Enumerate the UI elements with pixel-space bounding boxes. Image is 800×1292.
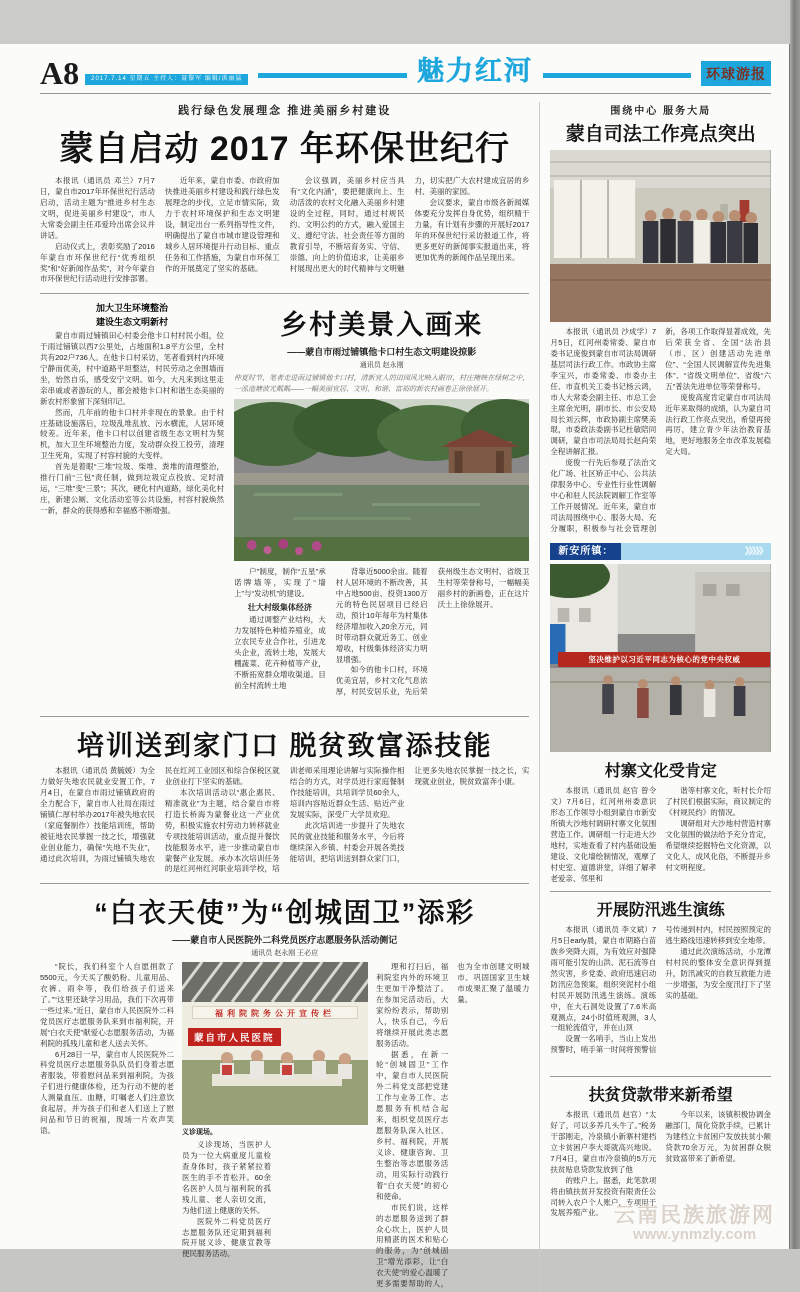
scan-background-edge — [790, 0, 800, 1249]
paragraph: 今年以来，该镇积极协调金融部门，简化贷款手续，已累计为建档立卡贫困户发放扶贫小额贷款70余万元，为贫困群众脱贫致富带来了新希望。 — [665, 1110, 771, 1163]
village-photo — [234, 399, 529, 561]
section-divider — [40, 716, 529, 717]
village-byline: 通讯员 赵永刚 — [359, 362, 404, 369]
paragraph: 的账户上。据悉，此笔款项将由镇扶贫开发投资有限责任公司转入农户个人账户，专项用于发展养殖产业。 — [550, 1175, 657, 1218]
paragraph: 通过此次演练活动，小龙潭村村民的整体安全意识得到提升，防汛减灾的自救互救能力进一步增强，为安全度汛打下了坚实的基础。 — [665, 946, 771, 1000]
paragraph: 会议要求，蒙自市级各新闻媒体要充分发挥自身优势，组织精干力量，有计划有步骤的开展好2017年的环保世纪行采访报道工作，将更多更好的新闻事实报道出来，将更加优秀的新闻作品呈现出来。 — [414, 197, 530, 262]
article-loan — [550, 1082, 771, 1222]
township-label-bar — [550, 543, 771, 560]
lead-kicker: 践行绿色发展理念 推进美丽乡村建设 — [178, 105, 392, 117]
edition-number: A8 — [40, 55, 80, 92]
article-justice — [550, 102, 771, 535]
hospital-banner-text: 蒙自市人民医院 — [188, 1028, 281, 1046]
paragraph: 本报讯（通讯员 赵官 曾令文）7月6日，红河州州委意识形态工作领导小组到蒙自市新安所镇大沙地村调研村寨文化氛围营造工作。调研组一行走进大沙地村，实地查看了村内基础设施建设、文化墙绘制情况，观摩了村史室、道德讲堂，详细了解孝老爱亲、邻里和 — [550, 786, 657, 883]
paragraph: 壮大村级集体经济 — [247, 602, 312, 612]
paragraph: 医院外二科党员医疗志愿服务队还定期到福利院开展义诊、健康宣教等便民服务活动。 — [182, 1216, 271, 1259]
paragraph: “院长，我们科室个人自愿捐款了5500元，今天买了酸奶粉、儿童用品、衣裤、雨伞等，我们给孩子们送来了。”“这里还缺学习用品，我们下次再带一些过来。”近日，蒙自市人民医院外二科党员医疗志愿服务队来到市福利院，开展“白衣天使”献爱心志愿服务活动，为福利院的孤残儿童和老人送去关怀。 — [40, 962, 174, 1048]
paragraph: 本次培训活动以“惠企惠民、精准就业”为主题，结合蒙自市将打造长桥海为蒙餐业这一产业优势，积极实施农村劳动力转移就业专项技能培训活动，重点提升餐饮技能服务水平，进一步推动蒙自市蒙餐产业发展。承办本次培训任务的是红河州红河职业培训学校，培训老师采用理论讲解与实际操作相结合的方式，对学员进行家庭餐制作技能培训，共培训学员60余人，培训内容贴近群众生活、贴近产业发展实际，深受广大学员欢迎。 — [164, 766, 405, 874]
village-sidebar-body — [40, 331, 224, 693]
paragraph: 庞俊一行先后参观了法治文化广场、社区矫正中心、公共法律服务中心、专业性行业性调解中心和驻人民法院调解工作室等工作开展情况。近年来，蒙自市司法局围绕中心、服务大局、充分履职，积极参与社会管理创新，各项工作取得显著成效，先后荣获全省、全国“法治县（市、区）创建活动先进单位”、“全国人民调解宣传先进集体”、“省级文明单位”、省级“六五”普法先进单位等荣誉称号。 — [550, 327, 771, 533]
date-editor-strip: 2017.7.14 星期五 主持人：聂黎军 编辑/洪丽猛 — [85, 74, 248, 85]
loan-headline: 扶贫贷款带来新希望 — [588, 1087, 733, 1104]
village-sidebar-head2: 建设生态文明新村 — [95, 317, 168, 327]
village-body — [234, 567, 529, 709]
angel-column-right — [376, 962, 529, 1292]
paragraph: 本报讯（通讯员 沙成学）7月5日，红河州委常委、蒙自市委书记庞俊到蒙自市司法局调研基层司法行政工作。市政协主席李宝兴，市委常委、市委办主任、市直机关工委书记杨云鸿，市人大常委会副主任、市总工会主席余光明，副市长、市公安局局长刘云辉，市政协副主席樊美琨，市委政法委副书记杜敏陪同调研，蒙自市司法局局长赵尚荣全程讲解汇报。 — [550, 327, 657, 457]
site-watermark — [614, 1205, 775, 1243]
paragraph: 本报讯（通讯员 赵官）“太好了，可以多养几头牛了。”税务干部刚走，冷泉镇小新寨村建档立卡贫困户李大哥就高兴地说。7月4日，蒙自市冷泉镇的5万元扶贫贴息贷款发放到了他 — [550, 1110, 657, 1174]
scan-background-top — [0, 0, 800, 44]
paragraph: 蒙自市雨过铺镇田心村委会他卡口村村民小组，位于雨过铺镇以西7公里处，占地面积1.8平方公里，全村共有202户736人。在他卡口村采访，笔者看到村内环境宁静而优美，村中道路平坦整洁，村民劳动之余围墙而坐，怡然自乐，感受安宁文明。如今，大凡来到这里走亲串戚或者游玩的人，都会被他卡口村和谐生态美丽的新农村形象留下深刻印记。 — [40, 331, 224, 406]
paragraph: 调研组对大沙地村营造村寨文化氛围的做法给予充分肯定，希望继续挖掘特色文化资源，以文化人、成风化俗，不断提升乡村文明程度。 — [665, 818, 771, 872]
village-sidebar-head1: 加大卫生环境整治 — [95, 303, 168, 313]
hospital-photo-caption: 义诊现场。 — [182, 1129, 217, 1136]
paragraph: 理和打扫后，福利院室内外的环境卫生更加干净整洁了。在参加完活动后，大家纷纷表示，帮助别人，快乐自己，今后将继续开展此类志愿服务活动。 — [376, 962, 449, 1048]
watermark-site-name: 云南民族旅游网 — [614, 1204, 775, 1228]
angel-middle-body — [182, 1140, 368, 1278]
paragraph: 户”制度，制作“五星”承诺牌墙等，实现了“墙上”与“发动机”的建设。 — [234, 567, 326, 598]
paragraph: 本报讯（通讯员 黄毓媛）为全力做好失地农民就业安置工作，7月4日，在蒙自市雨过铺镇政府的全力配合下，蒙自市人社局在雨过铺镇仁厚村举办2017年被失地农民（家庭餐制作）技能培训班，帮助被征地农民掌握一技之长，增强就业创业能力，确保“失地不失业”，通过此次培训，为雨过铺镇失地农民在红河工业园区和综合保税区就业创业打下坚实的基础。 — [40, 766, 280, 863]
village-intro: 仲夏时节，笔者走进雨过铺镇他卡口村，清新宜人的田园风光映入眼帘，村庄掩映在绿树之中，一泓池塘波光粼粼——一幅美丽宜居、文明、和谐、富裕的新农村画卷正徐徐展开。 — [234, 375, 530, 393]
lead-body — [40, 176, 529, 286]
paragraph: 本报讯（通讯员 李文斌）7月5日early晨，蒙自市期路白苗族乡突降大雨，为有效应对强降雨可能引发的山洪、泥石流等自然灾害，乡党委、政府迅速启动防汛应急预案，组织突泥村小组村民开展防汛逃生演练。演练中，在大石洞处设置了7.6米高观测点，24小时值班观测，3人一组轮流值守，并在山顶 — [550, 925, 657, 1033]
section-divider — [40, 883, 529, 884]
township-chevrons: 》》》》》 — [621, 543, 771, 560]
article-training — [40, 724, 529, 876]
angel-left-body — [40, 962, 174, 1292]
angel-headline: “白衣天使”为“创城固卫”添彩 — [94, 898, 476, 928]
culture-body — [550, 786, 771, 886]
masthead-bar-left — [258, 73, 406, 78]
training-body — [40, 766, 529, 876]
angel-byline: 通讯员 赵永刚 王必应 — [251, 950, 319, 957]
section-divider — [550, 891, 771, 892]
article-village — [40, 301, 529, 709]
flood-headline: 开展防汛逃生演练 — [596, 902, 725, 919]
paragraph: 义诊现场，当医护人员为一位大病重度儿童检查身体时，孩子紧紧拉着医生的手不肯松开。60余名医护人员与福利院的孤残儿童、老人亲切交流，为他们送上健康的关怀。 — [182, 1140, 271, 1215]
lead-headline: 蒙自启动 2017 年环保世纪行 — [59, 130, 510, 168]
watermark-site-url: www.ynmzly.com — [632, 1226, 757, 1244]
article-culture — [550, 758, 771, 886]
section-title: 魅力红河 — [416, 56, 533, 86]
paragraph: 会议强调，美丽乡村应当具有“文化内涵”，要把健康向上、生动活泼的农村文化融入美丽乡村建设的全过程，同时，通过村规民约、文明公约的方式，融入爱国主义、遵纪守法、社会责任等方面的教育引导，不断培育务实、守信、崇德、向上的价值追求，让美丽乡村展现出更大的时代精神与文明魅力，切实把广大农村建成宜居的乡村、美丽的家园。 — [289, 176, 530, 273]
paragraph: 近年来，蒙自市委、市政府加快推进美丽乡村建设和践行绿色发展理念的步伐，立足市情实际，致力于农村环境保护和生态文明建设，制定出台一系列指导性文件，明确提出了蒙自市城市建设管理和城乡人居环境提升行动目标、重点任务和工作措施，为蒙自市环保工作的开展奠定了坚实的基础。 — [164, 176, 280, 273]
paragraph: 市民们说，这样的志愿服务送到了群众心坎上，医护人员用精湛的医术和贴心的服务，为“创城固卫”增光添彩，让“白衣天使”的爱心温暖了更多需要帮助的人，也为全市创建文明城市、巩固国家卫生城市成果汇聚了温暖力量。 — [376, 962, 530, 1289]
newspaper-page — [0, 44, 790, 1289]
left-page-area — [40, 102, 529, 1292]
paper-name-badge: 环球游报 — [701, 61, 771, 86]
paragraph: 此次培训进一步提升了失地农民的就业技能和服务水平，今后将继续深入乡镇、村委会开展各类技能培训，把培训送到群众家门口，让更多失地农民掌握一技之长，实现就业创业，脱贫致富奔小康。 — [289, 766, 530, 863]
article-lead — [40, 102, 529, 286]
article-angel — [40, 891, 529, 1292]
hospital-photo — [182, 962, 368, 1125]
header-rule — [40, 93, 771, 94]
right-page-column — [539, 102, 771, 1292]
paragraph: 本报讯（通讯员 邓兰）7月7日，蒙自市2017年环保世纪行活动启动，活动主题为“推进乡村生态文明，促进美丽乡村建设”，市人大常委会副主任邓爱玲出席会议并讲话。 — [40, 176, 155, 240]
culture-headline: 村寨文化受肯定 — [604, 763, 717, 780]
village-headline: 乡村美景入画来 — [280, 310, 484, 340]
justice-kicker: 围绕中心 服务大局 — [610, 106, 712, 117]
paragraph: 据悉，在新一轮“创城固卫”工作中，蒙自市人民医院外二科党支部把党建工作与业务工作、志愿服务有机结合起来，组织党员医疗志愿服务队深入社区、乡村、福利院，开展义诊、健康咨询、卫生整治等志愿服务活动，用实际行动践行着“白衣天使”的初心和使命。 — [376, 1049, 449, 1201]
hospital-sign-text: 福利院院务公开宣传栏 — [192, 1006, 358, 1019]
paragraph: 然而，几年前的他卡口村并非现在的景象。由于村庄基础设施落后，垃圾乱堆乱放、污水横流，人居环境较差。近年来，他卡口村以创建省级生态文明村为契机，加大卫生环境整治力度，发动群众投工投劳，清理卫生死角，实现了村容村貌的大变样。 — [40, 407, 224, 461]
paragraph: 庞俊高度肯定蒙自市司法局近年来取得的成绩，认为蒙自司法行政工作亮点突出，希望再接再厉，建立青少年法治教育基地，更好地服务全市改革发展稳定大局。 — [665, 392, 771, 457]
paragraph: 设置一名哨手，当山上发出预警时，哨手第一时间将预警信号传递到村内，村民按照预定的逃生路线迅速转移到安全地带。 — [550, 925, 771, 1055]
paragraph: 谐等村寨文化，听村长介绍了村民们根据实际，商议制定的《村规民约》的情况。 — [665, 786, 771, 817]
village-sidebar — [40, 301, 224, 709]
justice-photo — [550, 150, 771, 322]
township-label: 新安所镇： — [550, 543, 621, 560]
street-banner-text: 坚决维护以习近平同志为核心的党中央权威 — [558, 652, 770, 667]
street-photo — [550, 564, 771, 752]
masthead — [40, 54, 771, 92]
justice-photo-art — [550, 150, 771, 322]
angel-subhead: ——蒙自市人民医院外二科党员医疗志愿服务队活动侧记 — [172, 935, 398, 945]
article-flood — [550, 897, 771, 1071]
paragraph: 首先是着眼“三堆”垃圾、柴堆、粪堆的清理整治，推行门前“三包”责任制，做到垃圾定点投放、定时清运，“三堆”变“三景”；其次，硬化村内道路，绿化美化村庄，新建公厕、文化活动室等公共设施，村容村貌焕然一新，群众的获得感和幸福感不断增强。 — [40, 462, 224, 515]
section-divider — [40, 293, 529, 294]
angel-column-middle — [182, 962, 368, 1292]
paragraph: 背靠近5000余亩。随着村人居环境的不断改善，其中占地500亩、投资1300万元的特色民居项目已经启动，预计10年每年为村集体经济增加收入20余万元，同时带动群众就近务工、创业增收，村级集体经济实力明显增强。 — [335, 567, 428, 664]
paragraph: 通过调整产业结构，大力发展特色种植养殖业，成立农民专业合作社，引进龙头企业，流转土地，发展大棚蔬菜、花卉种植等产业，不断拓宽群众增收渠道。目前全村流转土地 — [234, 615, 326, 691]
section-divider — [550, 1076, 771, 1077]
village-photo-art — [234, 399, 529, 561]
justice-body — [550, 327, 771, 535]
paragraph: 如今的他卡口村，环境优美宜居，乡村文化气息浓厚，村民安居乐业，先后荣获州级生态文明村、省级卫生村等荣誉称号，一幅幅美丽乡村的新画卷，正在这片沃土上徐徐展开。 — [335, 567, 530, 697]
training-headline: 培训送到家门口 脱贫致富添技能 — [76, 731, 493, 761]
village-main — [234, 301, 529, 709]
village-subhead: ——蒙自市雨过铺镇他卡口村生态文明建设掠影 — [287, 347, 477, 357]
paragraph: 启动仪式上，表彰奖励了2016年蒙自市环保世纪行“优秀组织奖”和“好新闻作品奖”，对今年蒙自市环保世纪行活动进行安排部署。 — [40, 241, 155, 284]
angel-column-left — [40, 962, 174, 1292]
flood-body — [550, 925, 771, 1071]
justice-headline: 蒙自司法工作亮点突出 — [565, 124, 756, 145]
masthead-bar-right — [543, 73, 691, 78]
angel-right-body — [376, 962, 529, 1292]
paragraph: 6月28日一早，蒙自市人民医院外二科党员医疗志愿服务队队员们身着志愿者服装，带着慰问品来到福利院，为孩子们进行健康体检，还为行动不便的老人测量血压、血糖，叮嘱老人们注意饮食起居，并为孩子们和老人们送上了慰问品和节日的祝福，现场一片欢声笑语。 — [40, 1049, 174, 1136]
